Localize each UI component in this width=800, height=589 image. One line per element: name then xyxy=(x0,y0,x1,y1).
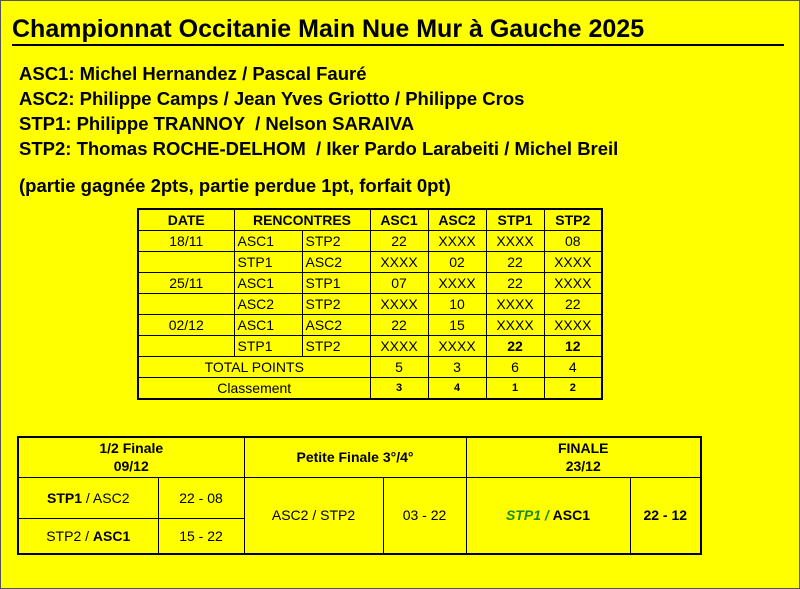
final-winner: STP1 xyxy=(505,507,541,524)
stp1-score: 22 xyxy=(486,252,544,273)
asc1-score: XXXX xyxy=(370,336,428,357)
away-team-cell: ASC2 xyxy=(302,252,370,273)
total-points-row xyxy=(138,357,602,378)
home-team-cell: ASC1 xyxy=(234,273,302,294)
semi-final-header xyxy=(18,437,244,477)
team-asc2: ASC2: Philippe Camps / Jean Yves Griotto / Philippe Cros xyxy=(19,88,525,109)
asc1-score: 22 xyxy=(370,231,428,252)
date-cell xyxy=(138,294,234,315)
stp2-score: 22 xyxy=(544,294,602,315)
away-team-cell: STP2 xyxy=(302,294,370,315)
final-match xyxy=(466,477,630,554)
stp1-score: XXXX xyxy=(486,294,544,315)
semi-2-winner: ASC1 xyxy=(92,527,131,544)
team-stp1: STP1: Philippe TRANNOY / Nelson SARAIVA xyxy=(19,113,415,134)
away-team-cell: STP2 xyxy=(302,336,370,357)
scoring-note: (partie gagnée 2pts, partie perdue 1pt, forfait 0pt) xyxy=(19,175,451,196)
semi-final-title: 1/2 Finale xyxy=(99,440,164,457)
asc1-rank: 3 xyxy=(370,378,428,400)
final-title: FINALE xyxy=(557,440,609,457)
asc2-score: 15 xyxy=(428,315,486,336)
asc2-score: XXXX xyxy=(428,336,486,357)
date-cell xyxy=(138,252,234,273)
date-cell: 25/11 xyxy=(138,273,234,294)
table-row xyxy=(138,315,602,336)
stp1-score: XXXX xyxy=(486,231,544,252)
semi-2-loser: STP2 xyxy=(46,527,82,544)
semi-1-winner: STP1 xyxy=(47,489,83,506)
team-asc1: ASC1: Michel Hernandez / Pascal Fauré xyxy=(19,63,367,84)
header-stp2: STP2 xyxy=(544,209,602,231)
header-rencontres: RENCONTRES xyxy=(234,209,370,231)
finals-table xyxy=(17,436,702,555)
away-team-cell: STP1 xyxy=(302,273,370,294)
asc2-score: 02 xyxy=(428,252,486,273)
away-team-cell: ASC2 xyxy=(302,315,370,336)
home-team-cell: ASC2 xyxy=(234,294,302,315)
semi-2-sep: / xyxy=(81,527,93,544)
stp2-total: 4 xyxy=(544,357,602,378)
asc2-rank: 4 xyxy=(428,378,486,400)
ranking-row xyxy=(138,378,602,400)
final-header xyxy=(466,437,701,477)
asc2-score: 10 xyxy=(428,294,486,315)
page-title: Championnat Occitanie Main Nue Mur à Gauche 2025 xyxy=(12,15,645,43)
final-score: 22 - 12 xyxy=(630,477,701,554)
asc1-total: 5 xyxy=(370,357,428,378)
finals-row xyxy=(18,477,701,518)
semi-1-loser: ASC2 xyxy=(92,489,130,506)
semi-final-date: 09/12 xyxy=(113,458,149,475)
finals-header-row xyxy=(18,437,701,477)
date-cell: 18/11 xyxy=(138,231,234,252)
date-cell xyxy=(138,336,234,357)
stp2-score: 12 xyxy=(544,336,602,357)
stp2-score: XXXX xyxy=(544,273,602,294)
semi-1-sep: / xyxy=(82,489,93,506)
final-sep: / xyxy=(540,507,553,524)
header-asc2: ASC2 xyxy=(428,209,486,231)
table-row xyxy=(138,252,602,273)
stp2-score: 08 xyxy=(544,231,602,252)
home-team-cell: ASC1 xyxy=(234,231,302,252)
stp1-total: 6 xyxy=(486,357,544,378)
home-team-cell: STP1 xyxy=(234,336,302,357)
asc1-score: XXXX xyxy=(370,294,428,315)
table-row xyxy=(138,294,602,315)
table-row xyxy=(138,273,602,294)
team-list xyxy=(19,61,618,161)
header-date: DATE xyxy=(138,209,234,231)
results-header-row xyxy=(138,209,602,231)
asc2-score: XXXX xyxy=(428,231,486,252)
header-asc1: ASC1 xyxy=(370,209,428,231)
asc1-score: 22 xyxy=(370,315,428,336)
header-stp1: STP1 xyxy=(486,209,544,231)
asc2-total: 3 xyxy=(428,357,486,378)
stp1-score: XXXX xyxy=(486,315,544,336)
home-team-cell: STP1 xyxy=(234,252,302,273)
home-team-cell: ASC1 xyxy=(234,315,302,336)
semi-2-score: 15 - 22 xyxy=(158,518,244,554)
stp1-rank: 1 xyxy=(486,378,544,400)
semi-match-1 xyxy=(18,477,158,518)
ranking-label: Classement xyxy=(138,378,370,400)
date-cell: 02/12 xyxy=(138,315,234,336)
third-place-match: ASC2 / STP2 xyxy=(244,477,383,554)
semi-match-2 xyxy=(18,518,158,554)
final-date: 23/12 xyxy=(565,458,601,475)
stp2-score: XXXX xyxy=(544,252,602,273)
final-runner-up: ASC1 xyxy=(552,507,591,524)
stp2-score: XXXX xyxy=(544,315,602,336)
stp2-rank: 2 xyxy=(544,378,602,400)
stp1-score: 22 xyxy=(486,273,544,294)
third-place-score: 03 - 22 xyxy=(383,477,466,554)
team-stp2: STP2: Thomas ROCHE-DELHOM / Iker Pardo Larabeiti / Michel Breil xyxy=(19,138,619,159)
title-underline xyxy=(12,44,784,46)
asc1-score: XXXX xyxy=(370,252,428,273)
semi-1-score: 22 - 08 xyxy=(158,477,244,518)
asc2-score: XXXX xyxy=(428,273,486,294)
results-table xyxy=(137,208,603,400)
total-points-label: TOTAL POINTS xyxy=(138,357,370,378)
table-row xyxy=(138,336,602,357)
away-team-cell: STP2 xyxy=(302,231,370,252)
third-place-title: Petite Finale 3°/4° xyxy=(244,437,466,477)
stp1-score: 22 xyxy=(486,336,544,357)
table-row xyxy=(138,231,602,252)
asc1-score: 07 xyxy=(370,273,428,294)
